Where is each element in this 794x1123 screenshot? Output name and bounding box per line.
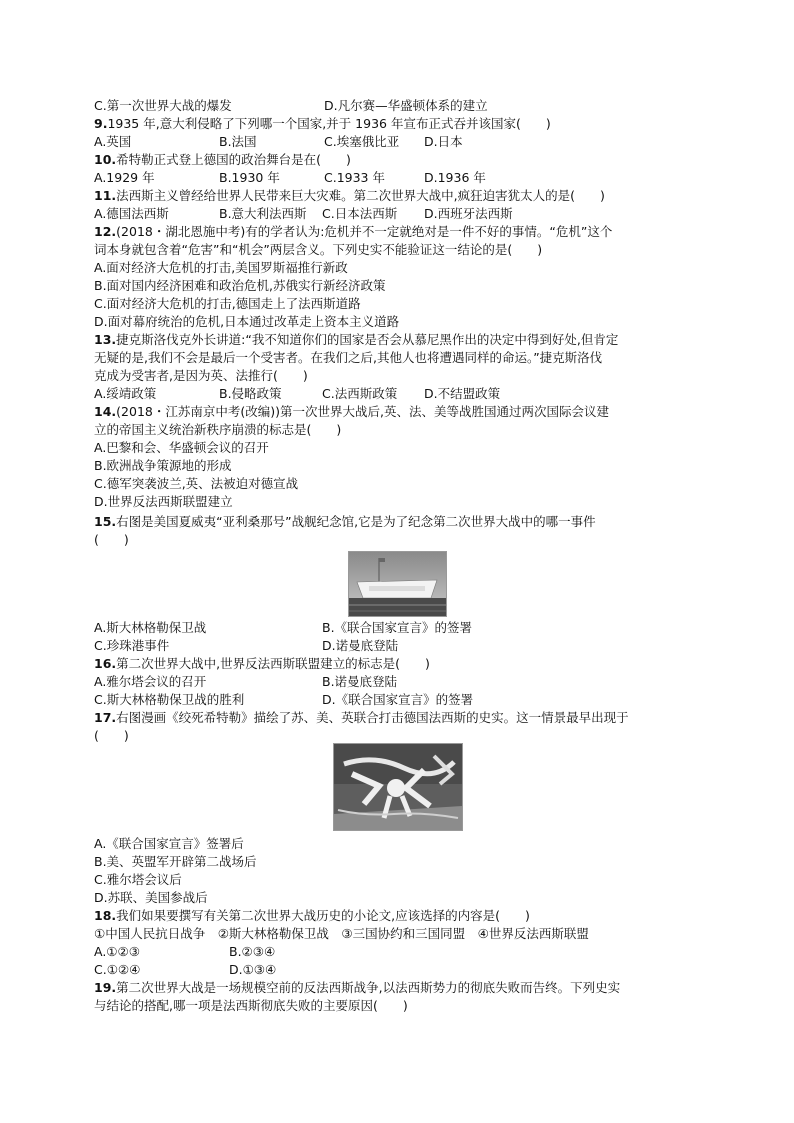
q9-option-b[interactable]: B.法国 <box>219 134 257 149</box>
q13-number: 13. <box>94 332 117 347</box>
q18-option-a[interactable]: A.①②③ <box>94 944 140 959</box>
q11-option-d[interactable]: D.西班牙法西斯 <box>424 206 513 221</box>
q15-number: 15. <box>94 514 117 529</box>
q17-text-1: 右图漫画《绞死希特勒》描绘了苏、美、英联合打击德国法西斯的史实。这一情景最早出现于 <box>116 710 629 725</box>
q11-option-a[interactable]: A.德国法西斯 <box>94 206 169 221</box>
q19-number: 19. <box>94 980 117 995</box>
q18-option-d[interactable]: D.①③④ <box>229 962 277 977</box>
q16-option-a[interactable]: A.雅尔塔会议的召开 <box>94 674 207 689</box>
q11-option-b[interactable]: B.意大利法西斯 <box>219 206 307 221</box>
q10-text: 希特勒正式登上德国的政治舞台是在( ) <box>116 152 351 167</box>
q17-option-d[interactable]: D.苏联、美国参战后 <box>94 890 208 905</box>
q10-option-d[interactable]: D.1936 年 <box>424 170 486 185</box>
q9-option-a[interactable]: A.英国 <box>94 134 132 149</box>
q16-option-c[interactable]: C.斯大林格勒保卫战的胜利 <box>94 692 245 707</box>
q8-option-d[interactable]: D.凡尔赛—华盛顿体系的建立 <box>324 98 488 113</box>
q13-text-1: 捷克斯洛伐克外长讲道:“我不知道你们的国家是否会从慕尼黑作出的决定中得到好处,但肯定 <box>116 332 619 347</box>
q9-number: 9. <box>94 116 108 131</box>
q15-text-2: ( ) <box>94 532 129 547</box>
q17-option-b[interactable]: B.美、英盟军开辟第二战场后 <box>94 854 257 869</box>
q19-text-1: 第二次世界大战是一场规模空前的反法西斯战争,以法西斯势力的彻底失败而告终。下列史实 <box>116 980 621 995</box>
q16-option-b[interactable]: B.诺曼底登陆 <box>322 674 398 689</box>
question-13-stem-1 <box>94 331 704 349</box>
q14-text-1: (2018・江苏南京中考(改编))第一次世界大战后,英、法、美等战胜国通过两次国际会议建 <box>116 404 609 419</box>
question-14-stem-1 <box>94 403 704 421</box>
q12-option-b[interactable]: B.面对国内经济困难和政治危机,苏俄实行新经济政策 <box>94 278 386 293</box>
q12-option-c[interactable]: C.面对经济大危机的打击,德国走上了法西斯道路 <box>94 296 361 311</box>
question-18-stem <box>94 907 704 925</box>
q16-number: 16. <box>94 656 117 671</box>
q15-option-d[interactable]: D.诺曼底登陆 <box>322 638 399 653</box>
q14-option-b[interactable]: B.欧洲战争策源地的形成 <box>94 458 232 473</box>
question-10-stem <box>94 151 704 169</box>
q16-text: 第二次世界大战中,世界反法西斯联盟建立的标志是( ) <box>116 656 430 671</box>
q12-text-2: 词本身就包含着“危害”和“机会”两层含义。下列史实不能验证这一结论的是( ) <box>94 242 543 257</box>
q18-text: 我们如果要撰写有关第二次世界大战历史的小论文,应该选择的内容是( ) <box>116 908 530 923</box>
q13-text-3: 克成为受害者,是因为英、法推行( ) <box>94 368 308 383</box>
arizona-memorial-photo <box>348 551 447 617</box>
q15-option-b[interactable]: B.《联合国家宣言》的签署 <box>322 620 473 635</box>
hang-hitler-cartoon <box>333 743 463 831</box>
q19-text-2: 与结论的搭配,哪一项是法西斯彻底失败的主要原因( ) <box>94 998 408 1013</box>
q13-text-2: 无疑的是,我们不会是最后一个受害者。在我们之后,其他人也将遭遇同样的命运。”捷克斯洛伐 <box>94 350 603 365</box>
q14-number: 14. <box>94 404 117 419</box>
q14-option-d[interactable]: D.世界反法西斯联盟建立 <box>94 494 233 509</box>
q10-option-c[interactable]: C.1933 年 <box>324 170 385 185</box>
question-19-stem-1 <box>94 979 704 997</box>
q10-option-a[interactable]: A.1929 年 <box>94 170 155 185</box>
q12-option-a[interactable]: A.面对经济大危机的打击,美国罗斯福推行新政 <box>94 260 348 275</box>
question-17-stem-1 <box>94 709 704 727</box>
question-12-stem-2 <box>94 241 704 259</box>
q10-number: 10. <box>94 152 117 167</box>
question-11-stem <box>94 187 704 205</box>
q12-text-1: (2018・湖北恩施中考)有的学者认为:危机并不一定就绝对是一件不好的事情。“危机”这个 <box>116 224 613 239</box>
q14-option-a[interactable]: A.巴黎和会、华盛顿会议的召开 <box>94 440 269 455</box>
q12-option-d[interactable]: D.面对幕府统治的危机,日本通过改革走上资本主义道路 <box>94 314 400 329</box>
q13-option-d[interactable]: D.不结盟政策 <box>424 386 501 401</box>
q13-option-a[interactable]: A.绥靖政策 <box>94 386 157 401</box>
q18-option-b[interactable]: B.②③④ <box>229 944 276 959</box>
question-12-stem-1 <box>94 223 704 241</box>
q14-option-c[interactable]: C.德军突袭波兰,英、法被迫对德宣战 <box>94 476 299 491</box>
q9-option-d[interactable]: D.日本 <box>424 134 463 149</box>
question-16-stem <box>94 655 704 673</box>
q17-option-c[interactable]: C.雅尔塔会议后 <box>94 872 182 887</box>
q18-number: 18. <box>94 908 117 923</box>
q8-option-c[interactable]: C.第一次世界大战的爆发 <box>94 98 232 113</box>
q18-items: ①中国人民抗日战争 ②斯大林格勒保卫战 ③三国协约和三国同盟 ④世界反法西斯联盟 <box>94 926 589 941</box>
question-15-stem-1 <box>94 513 704 531</box>
q11-option-c[interactable]: C.日本法西斯 <box>322 206 398 221</box>
q15-option-a[interactable]: A.斯大林格勒保卫战 <box>94 620 207 635</box>
q13-option-c[interactable]: C.法西斯政策 <box>322 386 398 401</box>
q17-text-2: ( ) <box>94 728 129 743</box>
q11-text: 法西斯主义曾经给世界人民带来巨大灾难。第二次世界大战中,疯狂迫害犹太人的是( ) <box>116 188 605 203</box>
q15-option-c[interactable]: C.珍珠港事件 <box>94 638 170 653</box>
q12-number: 12. <box>94 224 117 239</box>
q10-option-b[interactable]: B.1930 年 <box>219 170 280 185</box>
q14-text-2: 立的帝国主义统治新秩序崩溃的标志是( ) <box>94 422 342 437</box>
q13-option-b[interactable]: B.侵略政策 <box>219 386 282 401</box>
q9-option-c[interactable]: C.埃塞俄比亚 <box>324 134 400 149</box>
q18-option-c[interactable]: C.①②④ <box>94 962 141 977</box>
q15-text-1: 右图是美国夏威夷“亚利桑那号”战舰纪念馆,它是为了纪念第二次世界大战中的哪一事件 <box>116 514 596 529</box>
q11-number: 11. <box>94 188 117 203</box>
q17-number: 17. <box>94 710 117 725</box>
q17-option-a[interactable]: A.《联合国家宣言》签署后 <box>94 836 244 851</box>
q16-option-d[interactable]: D.《联合国家宣言》的签署 <box>322 692 474 707</box>
question-9-stem <box>94 115 704 133</box>
q9-text: 1935 年,意大利侵略了下列哪一个国家,并于 1936 年宣布正式吞并该国家( ) <box>107 116 551 131</box>
